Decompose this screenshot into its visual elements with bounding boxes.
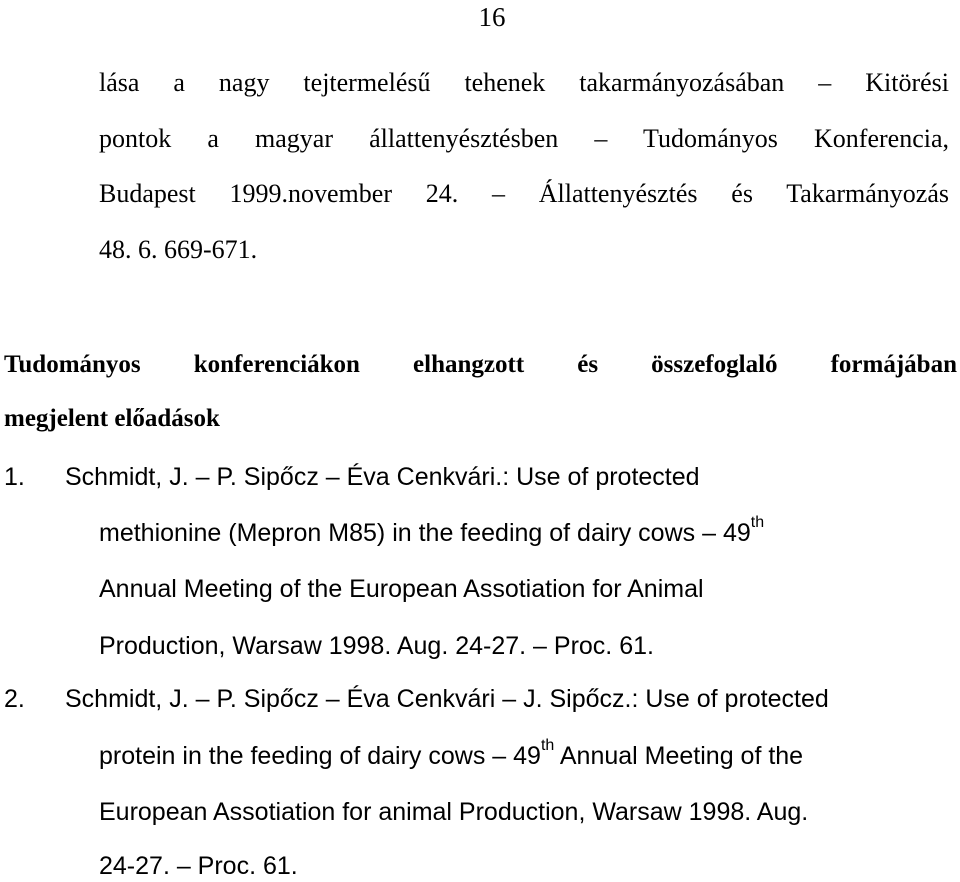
list-item-line-3: European Assotiation for animal Production, Warsaw 1998. Aug. bbox=[99, 798, 809, 826]
intro-line-3: Budapest 1999.november 24. – Állattenyésztés és Takarmányozás bbox=[99, 179, 949, 208]
list-item-number: 2. bbox=[4, 685, 25, 713]
list-item-line-4: 24-27. – Proc. 61. bbox=[99, 852, 298, 880]
list-item-text: methionine (Mepron M85) in the feeding of dairy cows – 49 bbox=[99, 519, 751, 547]
list-item-number: 1. bbox=[4, 463, 25, 491]
superscript: th bbox=[750, 514, 765, 531]
list-item-line-2 bbox=[99, 737, 804, 775]
superscript: th bbox=[540, 737, 555, 754]
page-number: 16 bbox=[478, 2, 506, 32]
list-item-line-3: Annual Meeting of the European Assotiation for Animal bbox=[99, 575, 704, 603]
list-item-text: Schmidt, J. – P. Sipőcz – Éva Cenkvári – J. Sipőcz.: Use of protected bbox=[65, 685, 829, 713]
list-item-line-1 bbox=[4, 684, 829, 714]
intro-line-1: lása a nagy tejtermelésű tehenek takarmányozásában – Kitörési bbox=[99, 68, 949, 97]
list-item-line-2 bbox=[99, 514, 765, 552]
section-heading-line-1: Tudományos konferenciákon elhangzott és összefoglaló formájában bbox=[4, 351, 957, 378]
list-item-line-1 bbox=[4, 462, 700, 492]
intro-line-4: 48. 6. 669-671. bbox=[99, 235, 258, 264]
list-item-text: Schmidt, J. – P. Sipőcz – Éva Cenkvári.: Use of protected bbox=[65, 463, 700, 491]
section-heading-line-2: megjelent előadások bbox=[4, 405, 220, 432]
list-item-text: Annual Meeting of the bbox=[554, 742, 804, 770]
list-item-line-4: Production, Warsaw 1998. Aug. 24-27. – Proc. 61. bbox=[99, 632, 654, 660]
list-item-text: protein in the feeding of dairy cows – 49 bbox=[99, 742, 541, 770]
intro-line-2: pontok a magyar állattenyésztésben – Tudományos Konferencia, bbox=[99, 124, 949, 153]
